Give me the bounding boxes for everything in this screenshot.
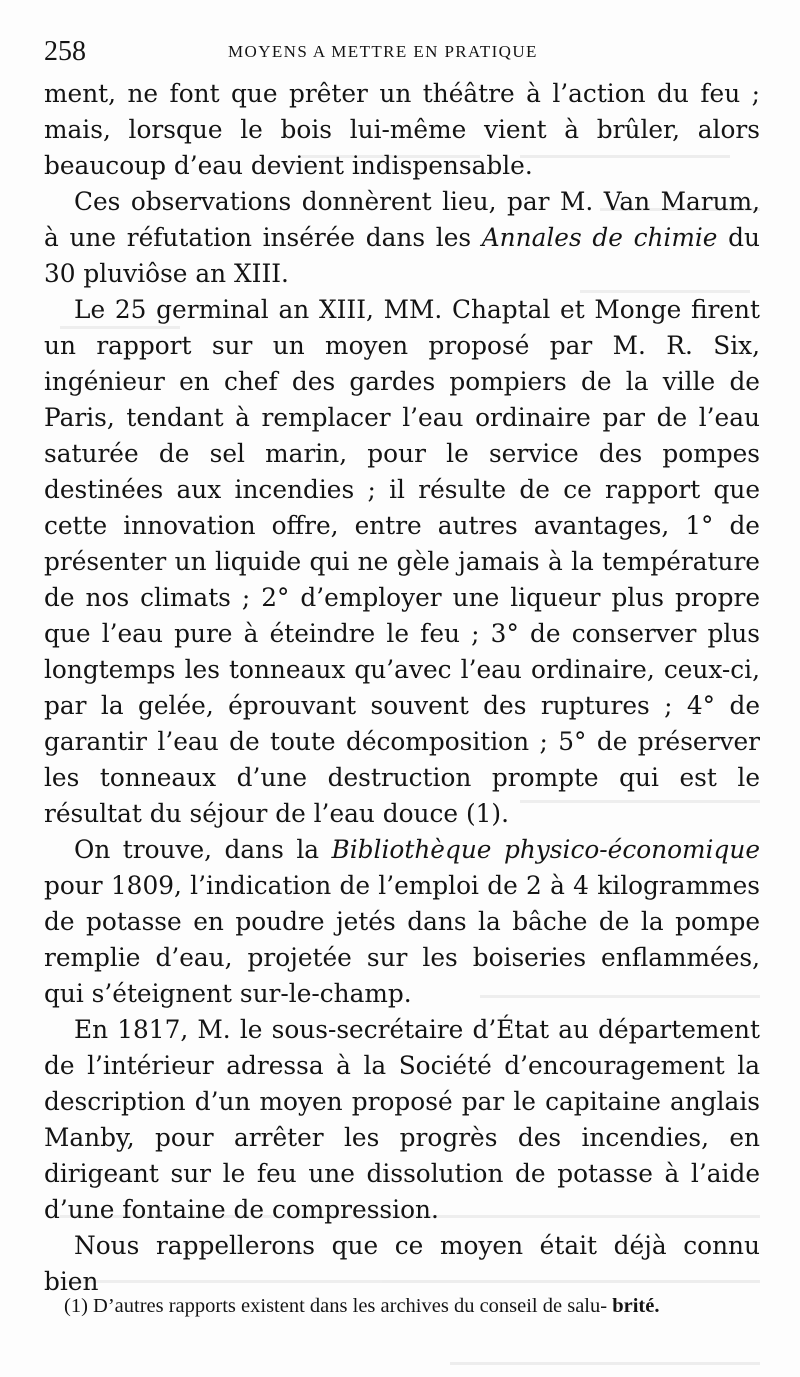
page-number: 258 [44, 36, 86, 67]
paragraph-4-text-b: pour 1809, l’indication de l’emploi de 2 à 4 kilogrammes de potasse en poudre jetés dans la bâche de la pompe remplie d’eau, projetée sur les boiseries enflammées, qui s’éteignent sur-le-champ. [44, 871, 760, 1008]
paragraph-3: Le 25 germinal an XIII, MM. Chaptal et Monge firent un rapport sur un moyen proposé par M. R. Six, ingénieur en chef des gardes pompiers de la ville de Paris, tendant à remplacer l’eau ordinaire par de l’eau saturée de sel marin, pour le service des pompes destinées aux incendies ; il résulte de ce rapport que cette innovation offre, entre autres avantages, 1° de présenter un liquide qui ne gèle jamais à la température de nos climats ; 2° d’employer une liqueur plus propre que l’eau pure à éteindre le feu ; 3° de conserver plus longtemps les tonneaux qu’avec l’eau ordinaire, ceux-ci, par la gelée, éprouvant souvent des ruptures ; 4° de garantir l’eau de toute décomposition ; 5° de préserver les tonneaux d’une destruction prompte qui est le résultat du séjour de l’eau douce (1). [44, 295, 760, 828]
paragraph-4 [44, 832, 760, 1012]
page-header [44, 36, 764, 68]
paragraph-4-text-a: On trouve, dans la [74, 835, 332, 864]
journal-title-bibliotheque: Bibliothèque physico-économique [331, 835, 760, 864]
paragraph-5: En 1817, M. le sous-secrétaire d’État au département de l’intérieur adressa à la Société d’encouragement la description d’un moyen proposé par le capitaine anglais Manby, pour arrêter les progrès des incendies, en dirigeant sur le feu une dissolution de potasse à l’aide d’une fontaine de compression. [44, 1015, 760, 1224]
paragraph-1: ment, ne font que prêter un théâtre à l’action du feu ; mais, lorsque le bois lui-même vient à brûler, alors beaucoup d’eau devient indispensable. [44, 79, 760, 180]
footnote [44, 1292, 760, 1321]
running-head: MOYENS A METTRE EN PRATIQUE [228, 42, 538, 61]
paragraph-6: Nous rappellerons que ce moyen était déjà connu bien [44, 1231, 760, 1296]
journal-title-annales: Annales de chimie [481, 223, 718, 252]
paragraph-2-text-a: Ces observations donnèrent lieu, par M. Van Marum, à une réfutation insérée dans les [44, 187, 760, 252]
footnote-main: (1) D’autres rapports existent dans les archives du conseil de salu- [64, 1295, 608, 1317]
paragraph-2 [44, 184, 760, 292]
body-text [44, 76, 760, 1300]
paragraph-2-text-b: du 30 pluviôse an XIII. [44, 223, 760, 288]
footnote-text [44, 1292, 760, 1321]
footnote-end-word: brité. [612, 1295, 660, 1317]
